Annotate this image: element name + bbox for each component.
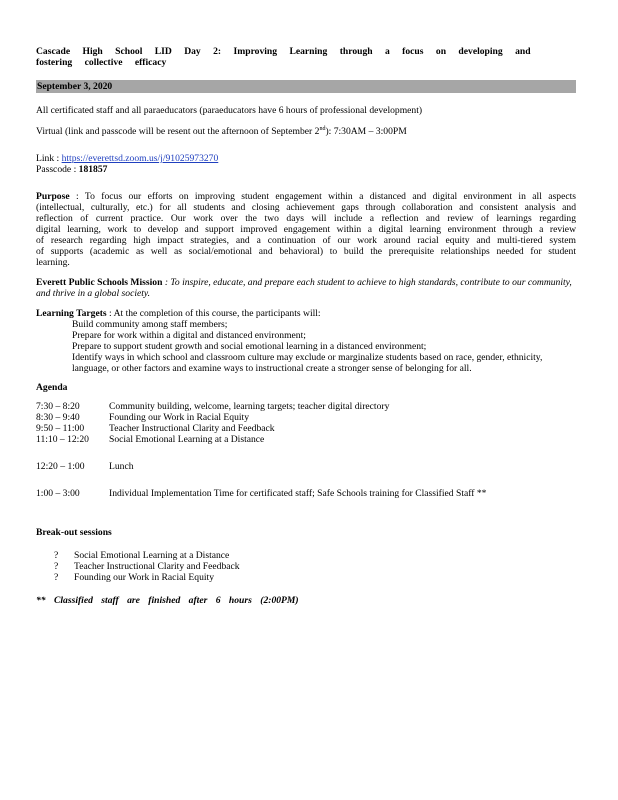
breakout-list [36,550,576,583]
zoom-link[interactable]: https://everettsd.zoom.us/j/91025973270 [61,153,219,165]
agenda-item: Teacher Instructional Clarity and Feedback [109,423,275,435]
mission-label: Everett Public Schools Mission [36,277,163,289]
targets-label: Learning Targets [36,308,107,320]
agenda-row [36,423,576,434]
purpose-paragraph [36,191,576,268]
agenda-row [36,434,576,445]
agenda-item: Community building, welcome, learning targets; teacher digital directory [109,401,390,413]
link-line [36,153,576,164]
agenda-time: 12:20 – 1:00 [36,461,85,473]
passcode-line [36,164,576,175]
passcode-label: Passcode : [36,164,77,176]
bullet-icon: ? [54,550,59,562]
agenda-item: Lunch [109,461,134,473]
list-item: Identify ways in which school and classroom culture may exclude or marginalize students based on race, gender, ethnicity, language, or other factors and examine ways to instructional create a stronger sense of belonging for all. [72,352,543,375]
agenda-item: Founding our Work in Racial Equity [109,412,250,424]
passcode-value: 181857 [78,164,108,176]
agenda-row [36,412,576,423]
agenda-time: 1:00 – 3:00 [36,488,80,500]
breakout-heading: Break-out sessions [36,527,112,539]
document-page [36,46,576,606]
agenda-time: 7:30 – 8:20 [36,401,80,413]
agenda-row [36,488,576,499]
virtual-line [36,124,576,137]
list-item: Prepare for work within a digital and distanced environment; [72,330,306,342]
agenda-time: 9:50 – 11:00 [36,423,85,435]
date-banner: September 3, 2020 [36,80,576,93]
agenda-heading: Agenda [36,382,68,394]
agenda-item: Individual Implementation Time for certificated staff; Safe Schools training for Classified Staff ** [109,488,487,500]
mission-text: : To inspire, educate, and prepare each student to achieve to high standards, contribute to our community, and thrive in a global society. [36,277,572,300]
agenda-time: 8:30 – 9:40 [36,412,80,424]
targets-intro-line [36,308,576,319]
purpose-label: Purpose [36,191,70,203]
attendees-line: All certificated staff and all paraeducators (paraeducators have 6 hours of professional development) [36,105,423,116]
agenda-row [36,461,576,472]
bullet-icon: ? [54,572,59,584]
list-item: ? Founding our Work in Racial Equity [54,572,215,584]
learning-targets-list [36,319,576,374]
classified-footnote: ** Classified staff are finished after 6 hours (2:00PM) [36,595,299,607]
virtual-suffix: ): 7:30AM – 3:00PM [325,126,407,138]
agenda-row [36,401,576,412]
list-item: ? Social Emotional Learning at a Distance [54,550,230,562]
mission-paragraph [36,277,576,299]
list-item: Build community among staff members; [72,319,228,331]
virtual-sup: nd [319,126,326,132]
list-item: Prepare to support student growth and social emotional learning in a distanced environment; [72,341,427,353]
purpose-text: : To focus our efforts on improving student engagement within a distanced and digital environment in all aspects (intellectual, culturally, etc.) for all students and closing achievement gaps through collaboration and consistent analysis and reflection of current practice. Our work over the two days will include a reflection and review of learnings regarding digital learning, work to develop and support improved engagement within a digital learning environment through a review of research regarding high impact strategies, and a continuation of our work around racial equity and multi-tiered system of supports (academic as well as social/emotional and behavioral) to build the prerequisite relationships needed for student learning. [36,191,576,269]
virtual-prefix: Virtual (link and passcode will be resent out the afternoon of September 2 [36,126,320,138]
agenda-item: Social Emotional Learning at a Distance [109,434,265,446]
bullet-icon: ? [54,561,59,573]
agenda-time: 11:10 – 12:20 [36,434,89,446]
document-title: Cascade High School LID Day 2: Improving Learning through a focus on developing and fostering collective efficacy [36,46,531,68]
targets-intro: : At the completion of this course, the participants will: [109,308,321,320]
link-label: Link : [36,153,60,165]
list-item: ? Teacher Instructional Clarity and Feedback [54,561,240,573]
